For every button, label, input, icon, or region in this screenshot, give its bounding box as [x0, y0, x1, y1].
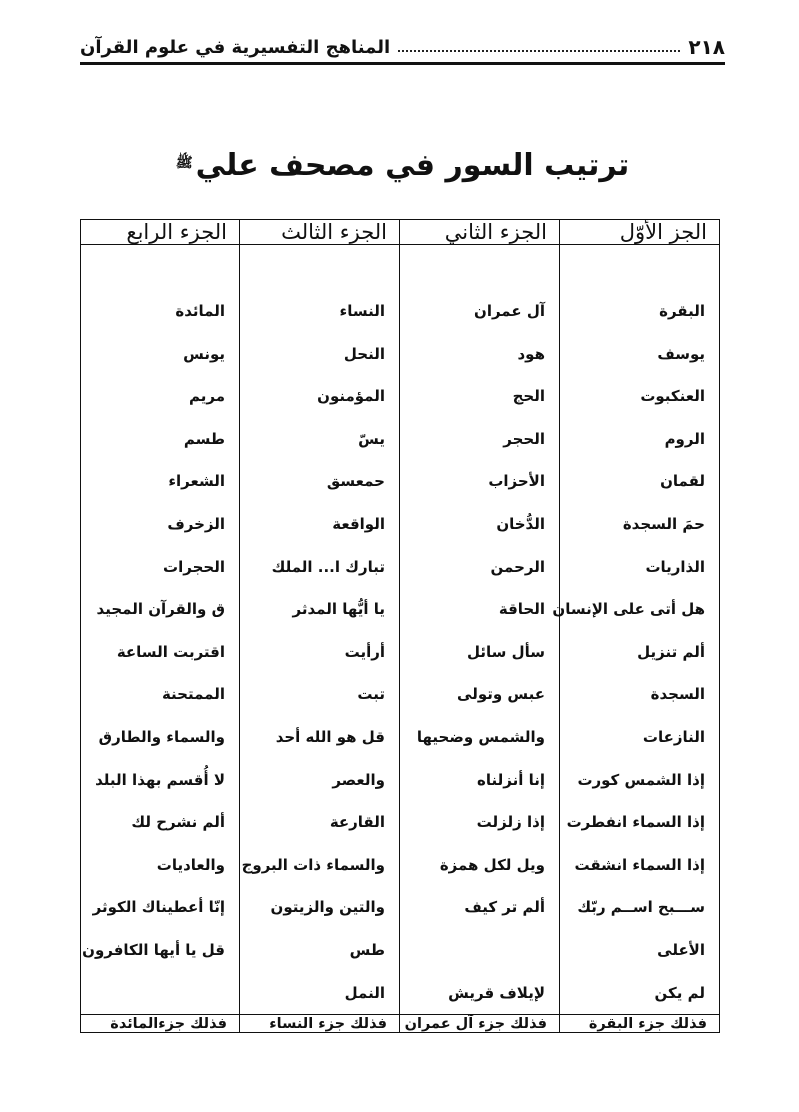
table-cell: لم يكن	[654, 983, 705, 1002]
table-cell: الدُّخان	[496, 514, 545, 533]
table-cell: إذا زلزلت	[476, 813, 545, 832]
table-column	[82, 245, 239, 1014]
table-cell: حمَ السجدة	[622, 514, 705, 533]
table-cell: ســـبح اســم ربّك	[577, 898, 705, 917]
header-rule	[80, 62, 725, 65]
table-cell: قل يا أيها الكافرون	[82, 940, 225, 959]
page-title	[80, 148, 725, 183]
table-cell: الأعلى	[657, 940, 705, 959]
table-cell: ألم تر كيف	[464, 898, 545, 917]
table-cell: والسماء والطارق	[98, 727, 225, 746]
table-cell: القارعة	[329, 813, 385, 832]
table-cell: الشعراء	[168, 472, 225, 491]
table-cell: الحجرات	[163, 557, 225, 576]
table-cell: إذا السماء انفطرت	[566, 813, 705, 832]
table-cell: هود	[517, 344, 545, 363]
table-column	[239, 245, 399, 1014]
table-cell: هل أتى على الإنسان	[552, 600, 705, 619]
table-cell: يوسف	[657, 344, 705, 363]
column-header: الجزء الثالث	[239, 220, 399, 244]
book-title: المناهج التفسيرية في علوم القرآن	[80, 36, 391, 58]
table-cell: الحاقة	[498, 600, 545, 619]
table-cell: طس	[349, 940, 385, 959]
table-cell: البقرة	[659, 302, 705, 320]
table-cell: تبت	[357, 685, 385, 704]
column-footer: فذلك جزء آل عمران	[399, 1015, 559, 1032]
table-cell	[400, 929, 545, 972]
table-cell: لقمان	[660, 472, 705, 491]
table-cell: عبس وتولى	[457, 685, 545, 704]
table-cell: الروم	[664, 429, 705, 448]
table-cell: حمعسق	[326, 472, 385, 491]
table-cell: طسم	[183, 429, 225, 448]
column-header: الجزء الرابع	[126, 220, 227, 244]
table-column	[552, 245, 719, 1014]
column-header: الجز الأوّل	[559, 220, 719, 244]
table-cell: الواقعة	[332, 514, 385, 533]
column-header: الجزء الثاني	[399, 220, 559, 244]
page-title-text: ترتيب السور في مصحف علي	[195, 148, 630, 183]
table-cell: اقتربت الساعة	[116, 642, 225, 661]
table-cell: السجدة	[650, 685, 705, 704]
table-cell: إذا السماء انشقت	[574, 855, 705, 874]
honorific-symbol: ﷺ	[175, 155, 193, 171]
table-cell: الزخرف	[167, 514, 225, 533]
table-cell: قل هو الله أحد	[275, 727, 385, 746]
table-cell: يا أيُّها المدثر	[292, 600, 385, 619]
column-footer: فذلك جزء البقرة	[559, 1015, 719, 1032]
table-cell: والعاديات	[156, 855, 225, 874]
table-cell: النحل	[343, 344, 385, 363]
table-cell: النمل	[344, 983, 385, 1002]
table-cell: آل عمران	[474, 302, 545, 320]
table-cell: لا أُقسم بهذا البلد	[95, 770, 225, 789]
table-cell: الحجر	[503, 429, 545, 448]
table-cell: المؤمنون	[317, 387, 385, 406]
table-cell: النازعات	[642, 727, 705, 746]
table-cell: الرحمن	[490, 557, 545, 576]
table-cell: والشمس وضحيها	[416, 727, 545, 746]
table-cell: النساء	[339, 302, 385, 320]
table-cell: الذاريات	[645, 557, 705, 576]
table-cell: سأل سائل	[466, 642, 545, 661]
table-cell: يونس	[183, 344, 225, 363]
running-header	[80, 30, 725, 64]
table-cell: ق والقرآن المجيد	[96, 600, 225, 619]
table-cell: الأحزاب	[488, 472, 545, 491]
table-header-row	[81, 220, 719, 245]
surah-order-table	[80, 219, 720, 1033]
table-cell: المائدة	[175, 302, 225, 320]
table-footer-row	[81, 1014, 719, 1032]
table-cell: ويل لكل همزة	[439, 855, 545, 874]
table-cell: يسّ	[358, 429, 385, 448]
column-footer: فذلك جزءالمائدة	[110, 1015, 227, 1032]
table-cell: مريم	[188, 387, 225, 406]
table-column	[399, 245, 559, 1014]
table-cell	[82, 972, 225, 1015]
table-cell: ألم نشرح لك	[131, 813, 225, 832]
table-cell: إنّا أعطيناك الكوثر	[92, 898, 225, 917]
table-cell: لإيلاف قريش	[448, 983, 545, 1002]
table-cell: الحج	[512, 387, 545, 406]
table-body	[81, 245, 719, 1014]
table-cell: تبارك ا... الملك	[271, 557, 385, 576]
table-cell: أرأيت	[344, 642, 385, 661]
table-cell: الممتحنة	[161, 685, 225, 704]
table-cell: إنا أنزلناه	[477, 770, 545, 789]
table-cell: ألم تنزيل	[637, 642, 705, 661]
table-cell: العنكبوت	[640, 387, 705, 406]
table-cell: والعصر	[332, 770, 385, 789]
table-cell: والتين والزيتون	[270, 898, 385, 917]
table-cell: والسماء ذات البروج	[241, 855, 385, 874]
dot-leader	[398, 50, 680, 52]
page-number: ٢١٨	[688, 35, 725, 59]
table-cell: إذا الشمس كورت	[577, 770, 705, 789]
column-footer: فذلك جزء النساء	[239, 1015, 399, 1032]
